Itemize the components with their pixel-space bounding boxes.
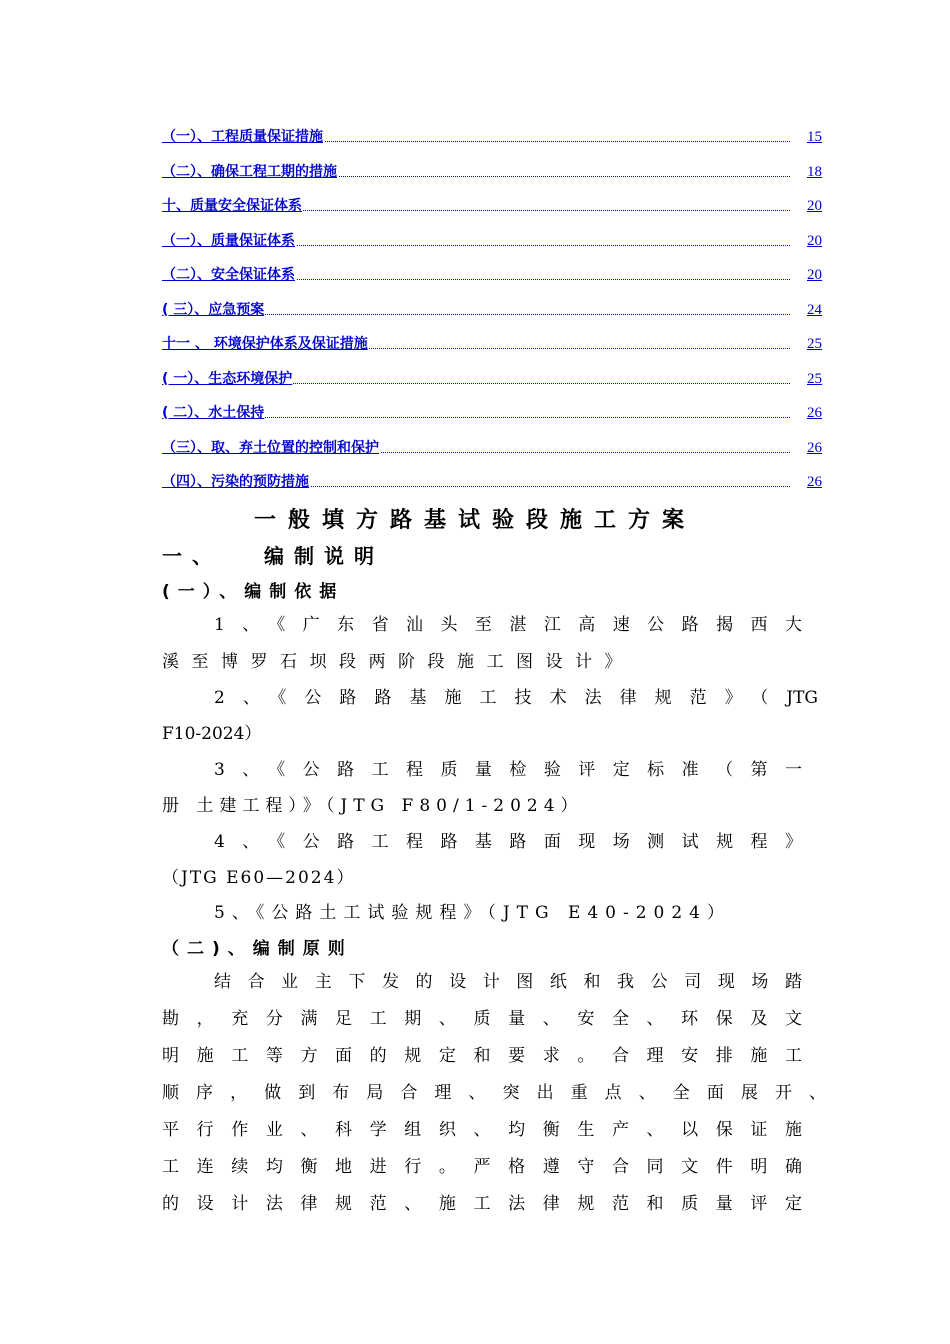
principle-line: 的设计法律规范、施工法律规范和质量评定 bbox=[162, 1194, 802, 1214]
principle-line: 明施工等方面的规定和要求。合理安排施工 bbox=[162, 1046, 802, 1066]
toc-entry-title[interactable]: ( 一）、生态环境保护 bbox=[162, 368, 293, 390]
basis-line: 4、《公路工程路基路面现场测试规程》 bbox=[214, 832, 802, 852]
toc-entry-title[interactable]: 十一 、 环境保护体系及保证措施 bbox=[162, 333, 369, 355]
toc-entry-page[interactable]: 25 bbox=[807, 370, 822, 387]
basis-line: 3、《公路工程质量检验评定标准（第一 bbox=[214, 760, 802, 780]
toc-entry-title[interactable]: （二）、安全保证体系 bbox=[162, 264, 296, 286]
subsection-heading-basis: (一）、编制依据 bbox=[162, 582, 345, 602]
toc-entry[interactable] bbox=[162, 299, 822, 321]
toc-entry-page[interactable]: 18 bbox=[807, 163, 822, 180]
principle-line: 顺序，做到布局合理、突出重点、全面展开、 bbox=[162, 1083, 826, 1103]
toc-entry-page[interactable]: 15 bbox=[807, 129, 822, 145]
toc-entry-page[interactable]: 20 bbox=[807, 267, 822, 283]
basis-line: 溪至博罗石坝段两阶段施工图设计》 bbox=[162, 652, 634, 672]
toc-entry[interactable] bbox=[162, 437, 822, 459]
principle-line: 平行作业、科学组织、均衡生产、以保证施 bbox=[162, 1120, 802, 1140]
toc-entry-title[interactable]: （四）、污染的预防措施 bbox=[162, 471, 310, 493]
toc-entry-page[interactable]: 20 bbox=[807, 232, 822, 249]
toc-entry-page[interactable]: 26 bbox=[807, 405, 822, 421]
document-title: 一般填方路基试验段施工方案 bbox=[253, 508, 696, 533]
toc-entry-title[interactable]: （一）、工程质量保证措施 bbox=[162, 126, 324, 148]
section-number: 一、 bbox=[162, 544, 222, 568]
toc-entry-title[interactable]: （三）、取、弃土位置的控制和保护 bbox=[162, 437, 380, 459]
basis-line: F10-2024） bbox=[162, 724, 262, 744]
principle-line: 勘，充分满足工期、质量、安全、环保及文 bbox=[162, 1009, 802, 1029]
section-title: 编制说明 bbox=[264, 544, 384, 568]
toc-entry[interactable] bbox=[162, 264, 822, 286]
principle-line: 工连续均衡地进行。严格遵守合同文件明确 bbox=[162, 1157, 802, 1177]
toc-entry-page[interactable]: 26 bbox=[807, 474, 822, 490]
toc-entry[interactable] bbox=[162, 402, 822, 424]
basis-line: 5、《公路土工试验规程》（JTG E40-2024） bbox=[214, 903, 732, 923]
principle-line: 结合业主下发的设计图纸和我公司现场踏 bbox=[214, 972, 802, 992]
toc-entry-page[interactable]: 20 bbox=[807, 198, 822, 214]
basis-line: 2、《公路路基施工技术法律规范》（JTG bbox=[214, 688, 818, 708]
basis-line: （JTG E60—2024） bbox=[162, 868, 356, 888]
toc-entry[interactable] bbox=[162, 471, 822, 493]
toc-entry-page[interactable]: 24 bbox=[807, 301, 822, 318]
basis-line: 1、《广东省汕头至湛江高速公路揭西大 bbox=[214, 615, 802, 635]
subsection-heading-principle: （二)、编制原则 bbox=[162, 939, 353, 959]
section-heading bbox=[162, 540, 384, 569]
toc-entry-title[interactable]: 十、质量安全保证体系 bbox=[162, 195, 303, 217]
toc-entry-page[interactable]: 25 bbox=[807, 336, 822, 352]
toc-entry[interactable] bbox=[162, 333, 822, 355]
toc-entry-title[interactable]: ( 三）、应急预案 bbox=[162, 299, 265, 321]
toc-entry-title[interactable]: ( 二）、水土保持 bbox=[162, 402, 265, 424]
toc-entry[interactable] bbox=[162, 126, 822, 148]
toc-entry-title[interactable]: （二）、确保工程工期的措施 bbox=[162, 161, 338, 183]
toc-entry[interactable] bbox=[162, 161, 822, 183]
toc-entry[interactable] bbox=[162, 195, 822, 217]
toc-entry[interactable] bbox=[162, 368, 822, 390]
toc-entry[interactable] bbox=[162, 230, 822, 252]
basis-line: 册 土建工程）》（JTG F80/1-2024） bbox=[162, 796, 584, 816]
toc-entry-title[interactable]: （一）、质量保证体系 bbox=[162, 230, 296, 252]
toc-entry-page[interactable]: 26 bbox=[807, 439, 822, 456]
